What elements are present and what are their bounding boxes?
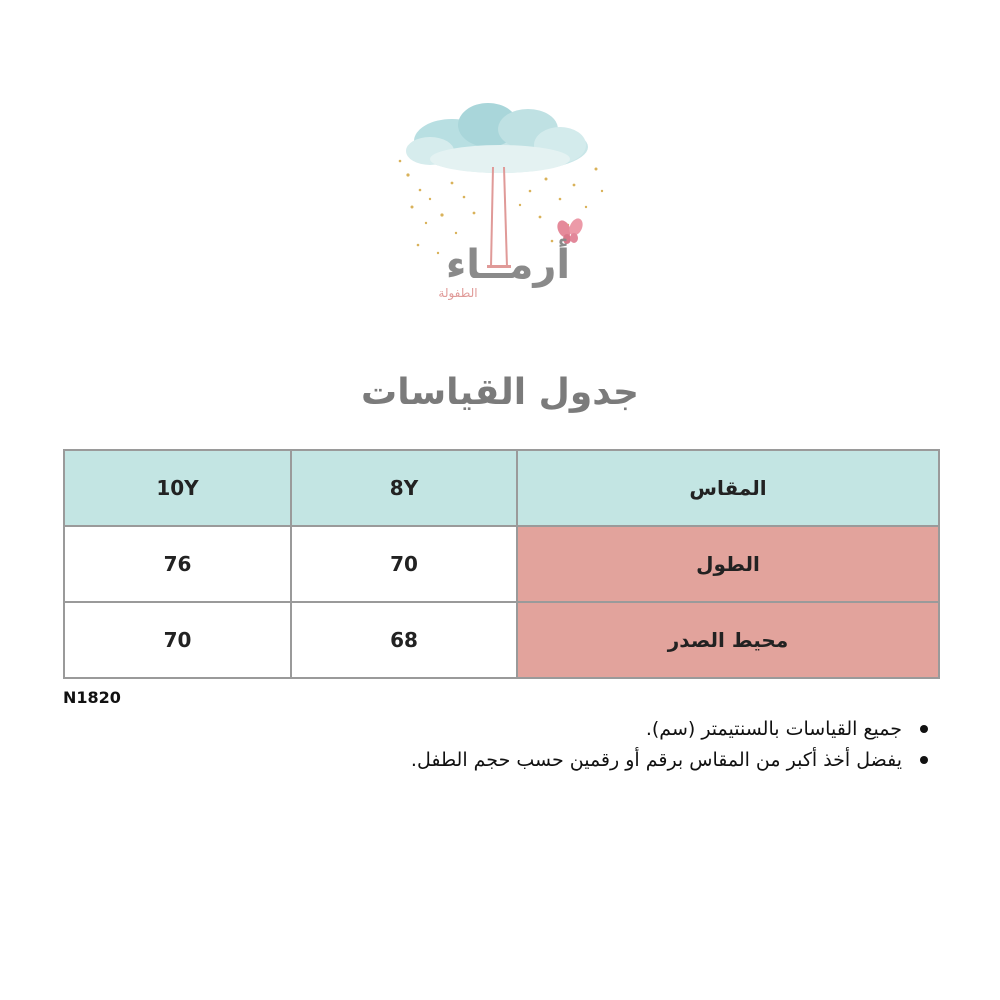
- size-10y-header: 10Y: [64, 450, 291, 526]
- cloud-swing-logo: [390, 95, 615, 310]
- chest-8y-cell: 68: [291, 602, 517, 678]
- size-label-header: المقاس: [517, 450, 939, 526]
- chest-10y-cell: 70: [64, 602, 291, 678]
- length-row-label: الطول: [517, 526, 939, 602]
- note-text: يفضل أخذ أكبر من المقاس برقم أو رقمين حسب حجم الطفل.: [410, 749, 902, 771]
- butterfly-icon: [555, 216, 585, 244]
- bullet-icon: [920, 756, 928, 764]
- brand-tagline: الطفولة: [438, 286, 478, 300]
- note-text: جميع القياسات بالسنتيمتر (سم).: [645, 718, 902, 740]
- cloud-icon: [406, 103, 588, 173]
- size-chart-table: [63, 449, 940, 679]
- product-code: N1820: [63, 688, 121, 707]
- table-header-row: [64, 450, 939, 526]
- size-8y-header: 8Y: [291, 450, 517, 526]
- table-row: [64, 526, 939, 602]
- list-item: [411, 714, 928, 745]
- brand-logo: [390, 95, 615, 310]
- chest-row-label: محيط الصدر: [517, 602, 939, 678]
- length-10y-cell: 76: [64, 526, 291, 602]
- brand-name: أرمــاء: [445, 242, 571, 288]
- page-title: جدول القياسات: [361, 372, 639, 413]
- list-item: [411, 745, 928, 776]
- table-row: [64, 602, 939, 678]
- length-8y-cell: 70: [291, 526, 517, 602]
- bullet-icon: [920, 725, 928, 733]
- notes-list: [411, 714, 928, 776]
